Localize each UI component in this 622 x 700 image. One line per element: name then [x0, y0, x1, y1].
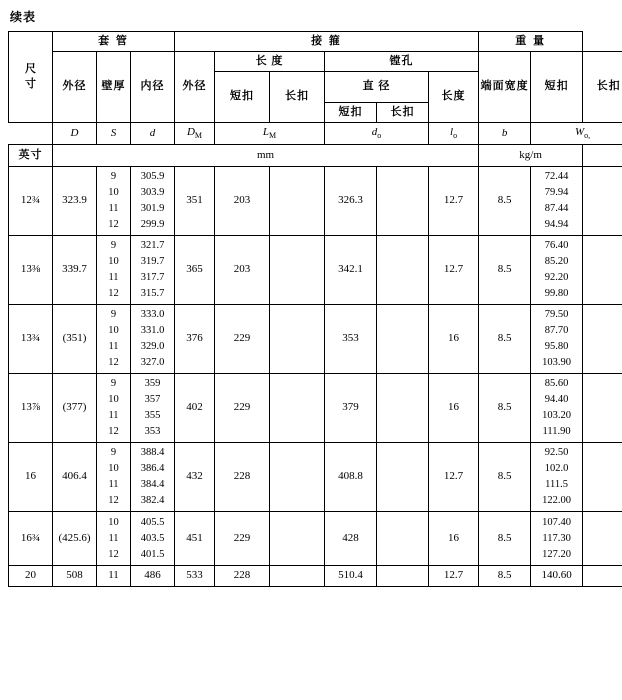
weight-value: 94.94 — [544, 219, 569, 230]
wall-value: 11 — [108, 272, 119, 283]
row-bore-length: 16 — [429, 512, 479, 566]
row-pipe-wall-stack — [97, 443, 131, 512]
row-pipe-od: (377) — [53, 374, 97, 443]
row-pipe-od: 323.9 — [53, 167, 97, 236]
wall-value: 11 — [108, 203, 119, 214]
row-pipe-wall-stack — [97, 167, 131, 236]
row-length-short: 203 — [215, 167, 270, 236]
row-pipe-wall-stack — [97, 374, 131, 443]
id-value: 403.5 — [140, 532, 165, 544]
row-length-long — [270, 305, 325, 374]
row-weight-long — [583, 167, 622, 236]
continued-table-label: 续表 — [10, 10, 37, 24]
id-value: 401.5 — [140, 548, 165, 560]
weight-value: 127.20 — [542, 548, 572, 560]
id-value: 299.9 — [140, 219, 165, 230]
row-joint-od: 432 — [175, 443, 215, 512]
row-weight-long — [583, 512, 622, 566]
wall-value: 12 — [108, 357, 119, 368]
row-bore-dia-long — [377, 236, 429, 305]
row-size: 13⅜ — [9, 236, 53, 305]
id-value: 317.7 — [140, 272, 165, 283]
row-pipe-id-stack — [131, 443, 175, 512]
row-pipe-id-stack — [131, 512, 175, 566]
row-end-width: 8.5 — [479, 167, 531, 236]
row-bore-length: 16 — [429, 374, 479, 443]
row-bore-dia-short: 326.3 — [325, 167, 377, 236]
row-weight-short-stack — [531, 443, 583, 512]
header-joint-bore: 镗孔 — [325, 52, 479, 72]
symbol-lo: $l_o$ — [429, 123, 479, 145]
wall-value: 9 — [110, 171, 117, 182]
header-joint-length: 长 度 — [215, 52, 325, 72]
row-weight-short: 140.60 — [531, 566, 583, 587]
weight-value: 92.20 — [544, 272, 569, 283]
row-bore-length: 16 — [429, 305, 479, 374]
row-length-long — [270, 374, 325, 443]
row-length-short: 229 — [215, 374, 270, 443]
row-pipe-id-stack — [131, 167, 175, 236]
header-group-row — [9, 32, 622, 52]
weight-value: 102.0 — [544, 463, 569, 474]
row-joint-od: 365 — [175, 236, 215, 305]
id-value: 305.9 — [140, 171, 165, 182]
row-size: 16 — [9, 443, 53, 512]
weight-value: 87.70 — [544, 325, 569, 336]
header-bore-diameter: 直 径 — [325, 72, 429, 103]
row-weight-short-stack — [531, 236, 583, 305]
row-size: 13⅞ — [9, 374, 53, 443]
weight-value: 107.40 — [542, 516, 572, 528]
table-row — [9, 236, 622, 305]
header-end-width: 端面宽度 — [479, 52, 531, 123]
wall-value: 9 — [110, 378, 117, 389]
row-size: 13¾ — [9, 305, 53, 374]
row-weight-short-stack — [531, 305, 583, 374]
row-bore-dia-long — [377, 512, 429, 566]
id-value: 384.4 — [140, 479, 165, 490]
weight-value: 99.80 — [544, 288, 569, 299]
header-symbol-row — [9, 123, 622, 145]
weight-value: 79.94 — [544, 187, 569, 198]
weight-value: 111.90 — [542, 426, 571, 437]
id-value: 327.0 — [140, 357, 165, 368]
id-value: 331.0 — [140, 325, 165, 336]
header-sub-row-1 — [9, 52, 622, 72]
row-length-short: 229 — [215, 305, 270, 374]
row-joint-od: 533 — [175, 566, 215, 587]
id-value: 321.7 — [140, 240, 165, 251]
row-weight-long — [583, 443, 622, 512]
row-pipe-id: 486 — [131, 566, 175, 587]
row-size: 20 — [9, 566, 53, 587]
symbol-S: S — [97, 123, 131, 145]
unit-mm: mm — [53, 145, 479, 167]
weight-value: 117.30 — [542, 532, 571, 544]
wall-value: 12 — [108, 219, 119, 230]
row-length-short: 228 — [215, 443, 270, 512]
row-end-width: 8.5 — [479, 443, 531, 512]
header-length-long-thread: 长扣 — [270, 72, 325, 123]
weight-value: 92.50 — [544, 447, 569, 458]
wall-value: 11 — [108, 341, 119, 352]
row-bore-dia-short: 342.1 — [325, 236, 377, 305]
weight-value: 122.00 — [542, 495, 572, 506]
row-joint-od: 402 — [175, 374, 215, 443]
header-group-pipe: 套 管 — [53, 32, 175, 52]
id-value: 301.9 — [140, 203, 165, 214]
header-length-short-thread: 短扣 — [215, 72, 270, 123]
row-end-width: 8.5 — [479, 512, 531, 566]
row-end-width: 8.5 — [479, 566, 531, 587]
weight-value: 72.44 — [544, 171, 569, 182]
row-pipe-id-stack — [131, 305, 175, 374]
symbol-do: $d_o$ — [325, 123, 429, 145]
header-pipe-id: 内径 — [131, 52, 175, 123]
row-joint-od: 451 — [175, 512, 215, 566]
header-pipe-od: 外径 — [53, 52, 97, 123]
row-pipe-od: 508 — [53, 566, 97, 587]
row-pipe-wall-stack — [97, 305, 131, 374]
row-weight-long — [583, 566, 622, 587]
symbol-d: d — [131, 123, 175, 145]
row-bore-dia-long — [377, 167, 429, 236]
row-length-short: 229 — [215, 512, 270, 566]
row-joint-od: 376 — [175, 305, 215, 374]
row-weight-long — [583, 305, 622, 374]
id-value: 357 — [144, 394, 161, 405]
row-pipe-wall-stack — [97, 236, 131, 305]
id-value: 329.0 — [140, 341, 165, 352]
wall-value: 10 — [108, 463, 119, 474]
table-row — [9, 374, 622, 443]
header-bore-length: 长度 — [429, 72, 479, 123]
header-weight-short: 短扣 — [531, 52, 583, 123]
wall-value: 9 — [110, 309, 117, 320]
row-end-width: 8.5 — [479, 236, 531, 305]
id-value: 319.7 — [140, 256, 165, 267]
row-weight-long — [583, 236, 622, 305]
row-pipe-od: (425.6) — [53, 512, 97, 566]
wall-value: 12 — [108, 288, 119, 299]
row-pipe-wall-stack — [97, 512, 131, 566]
header-group-weight: 重 量 — [479, 32, 583, 52]
row-end-width: 8.5 — [479, 305, 531, 374]
weight-value: 95.80 — [544, 341, 569, 352]
weight-value: 94.40 — [544, 394, 569, 405]
row-length-long — [270, 512, 325, 566]
row-bore-dia-long — [377, 443, 429, 512]
symbol-DM: $D_M$ — [175, 123, 215, 145]
row-joint-od: 351 — [175, 167, 215, 236]
wall-value: 9 — [110, 447, 117, 458]
header-group-joint: 接 箍 — [175, 32, 479, 52]
unit-kgm: kg/m — [479, 145, 583, 167]
row-bore-dia-long — [377, 566, 429, 587]
row-end-width: 8.5 — [479, 374, 531, 443]
table-row — [9, 566, 622, 587]
row-length-long — [270, 443, 325, 512]
wall-value: 12 — [108, 426, 119, 437]
row-length-short: 228 — [215, 566, 270, 587]
id-value: 303.9 — [140, 187, 165, 198]
row-bore-dia-long — [377, 305, 429, 374]
wall-value: 11 — [108, 532, 119, 544]
row-bore-length: 12.7 — [429, 167, 479, 236]
weight-value: 111.5 — [545, 479, 568, 490]
id-value: 315.7 — [140, 288, 165, 299]
row-bore-length: 12.7 — [429, 236, 479, 305]
row-size: 16¾ — [9, 512, 53, 566]
casing-specification-table — [8, 31, 622, 587]
table-row — [9, 167, 622, 236]
weight-value: 85.20 — [544, 256, 569, 267]
row-pipe-od: 406.4 — [53, 443, 97, 512]
wall-value: 11 — [108, 410, 119, 421]
symbol-b: b — [479, 123, 531, 145]
header-size-line2: 寸 — [25, 77, 36, 90]
row-bore-dia-short: 379 — [325, 374, 377, 443]
row-pipe-wall: 11 — [97, 566, 131, 587]
row-weight-long — [583, 374, 622, 443]
symbol-W: $W_{o,}$ — [531, 123, 622, 145]
row-weight-short-stack — [531, 374, 583, 443]
table-row — [9, 443, 622, 512]
row-bore-dia-short: 408.8 — [325, 443, 377, 512]
id-value: 388.4 — [140, 447, 165, 458]
row-weight-short-stack — [531, 512, 583, 566]
row-bore-length: 12.7 — [429, 566, 479, 587]
weight-value: 79.50 — [544, 309, 569, 320]
weight-value: 85.60 — [544, 378, 569, 389]
row-bore-dia-short: 510.4 — [325, 566, 377, 587]
row-size: 12¾ — [9, 167, 53, 236]
table-row — [9, 305, 622, 374]
table-row — [9, 512, 622, 566]
id-value: 355 — [144, 410, 161, 421]
header-pipe-wall: 壁厚 — [97, 52, 131, 123]
row-bore-dia-long — [377, 374, 429, 443]
wall-value: 12 — [108, 548, 119, 560]
row-bore-dia-short: 428 — [325, 512, 377, 566]
wall-value: 10 — [108, 325, 119, 336]
row-pipe-od: 339.7 — [53, 236, 97, 305]
wall-value: 9 — [110, 240, 117, 251]
row-length-long — [270, 167, 325, 236]
wall-value: 10 — [108, 187, 119, 198]
header-size-cell — [9, 32, 53, 123]
id-value: 333.0 — [140, 309, 165, 320]
id-value: 382.4 — [140, 495, 165, 506]
symbol-D: D — [53, 123, 97, 145]
header-size-line1: 尺 — [25, 62, 36, 76]
wall-value: 10 — [108, 516, 119, 528]
row-bore-dia-short: 353 — [325, 305, 377, 374]
id-value: 386.4 — [140, 463, 165, 474]
wall-value: 12 — [108, 495, 119, 506]
row-length-short: 203 — [215, 236, 270, 305]
header-units-row — [9, 145, 622, 167]
row-pipe-id-stack — [131, 374, 175, 443]
unit-inch: 英寸 — [9, 145, 53, 167]
header-joint-od: 外径 — [175, 52, 215, 123]
row-length-long — [270, 236, 325, 305]
row-bore-length: 12.7 — [429, 443, 479, 512]
symbol-LM: $L_M$ — [215, 123, 325, 145]
id-value: 359 — [144, 378, 161, 389]
header-bore-dia-long: 长扣 — [377, 103, 429, 123]
id-value: 353 — [144, 426, 161, 437]
wall-value: 11 — [108, 479, 119, 490]
weight-value: 103.20 — [542, 410, 572, 421]
header-bore-dia-short: 短扣 — [325, 103, 377, 123]
wall-value: 10 — [108, 256, 119, 267]
weight-value: 76.40 — [544, 240, 569, 251]
id-value: 405.5 — [140, 516, 165, 528]
weight-value: 103.90 — [542, 357, 572, 368]
row-pipe-od: (351) — [53, 305, 97, 374]
row-weight-short-stack — [531, 167, 583, 236]
row-length-long — [270, 566, 325, 587]
weight-value: 87.44 — [544, 203, 569, 214]
row-pipe-id-stack — [131, 236, 175, 305]
wall-value: 10 — [108, 394, 119, 405]
header-weight-long: 长扣 — [583, 52, 622, 123]
